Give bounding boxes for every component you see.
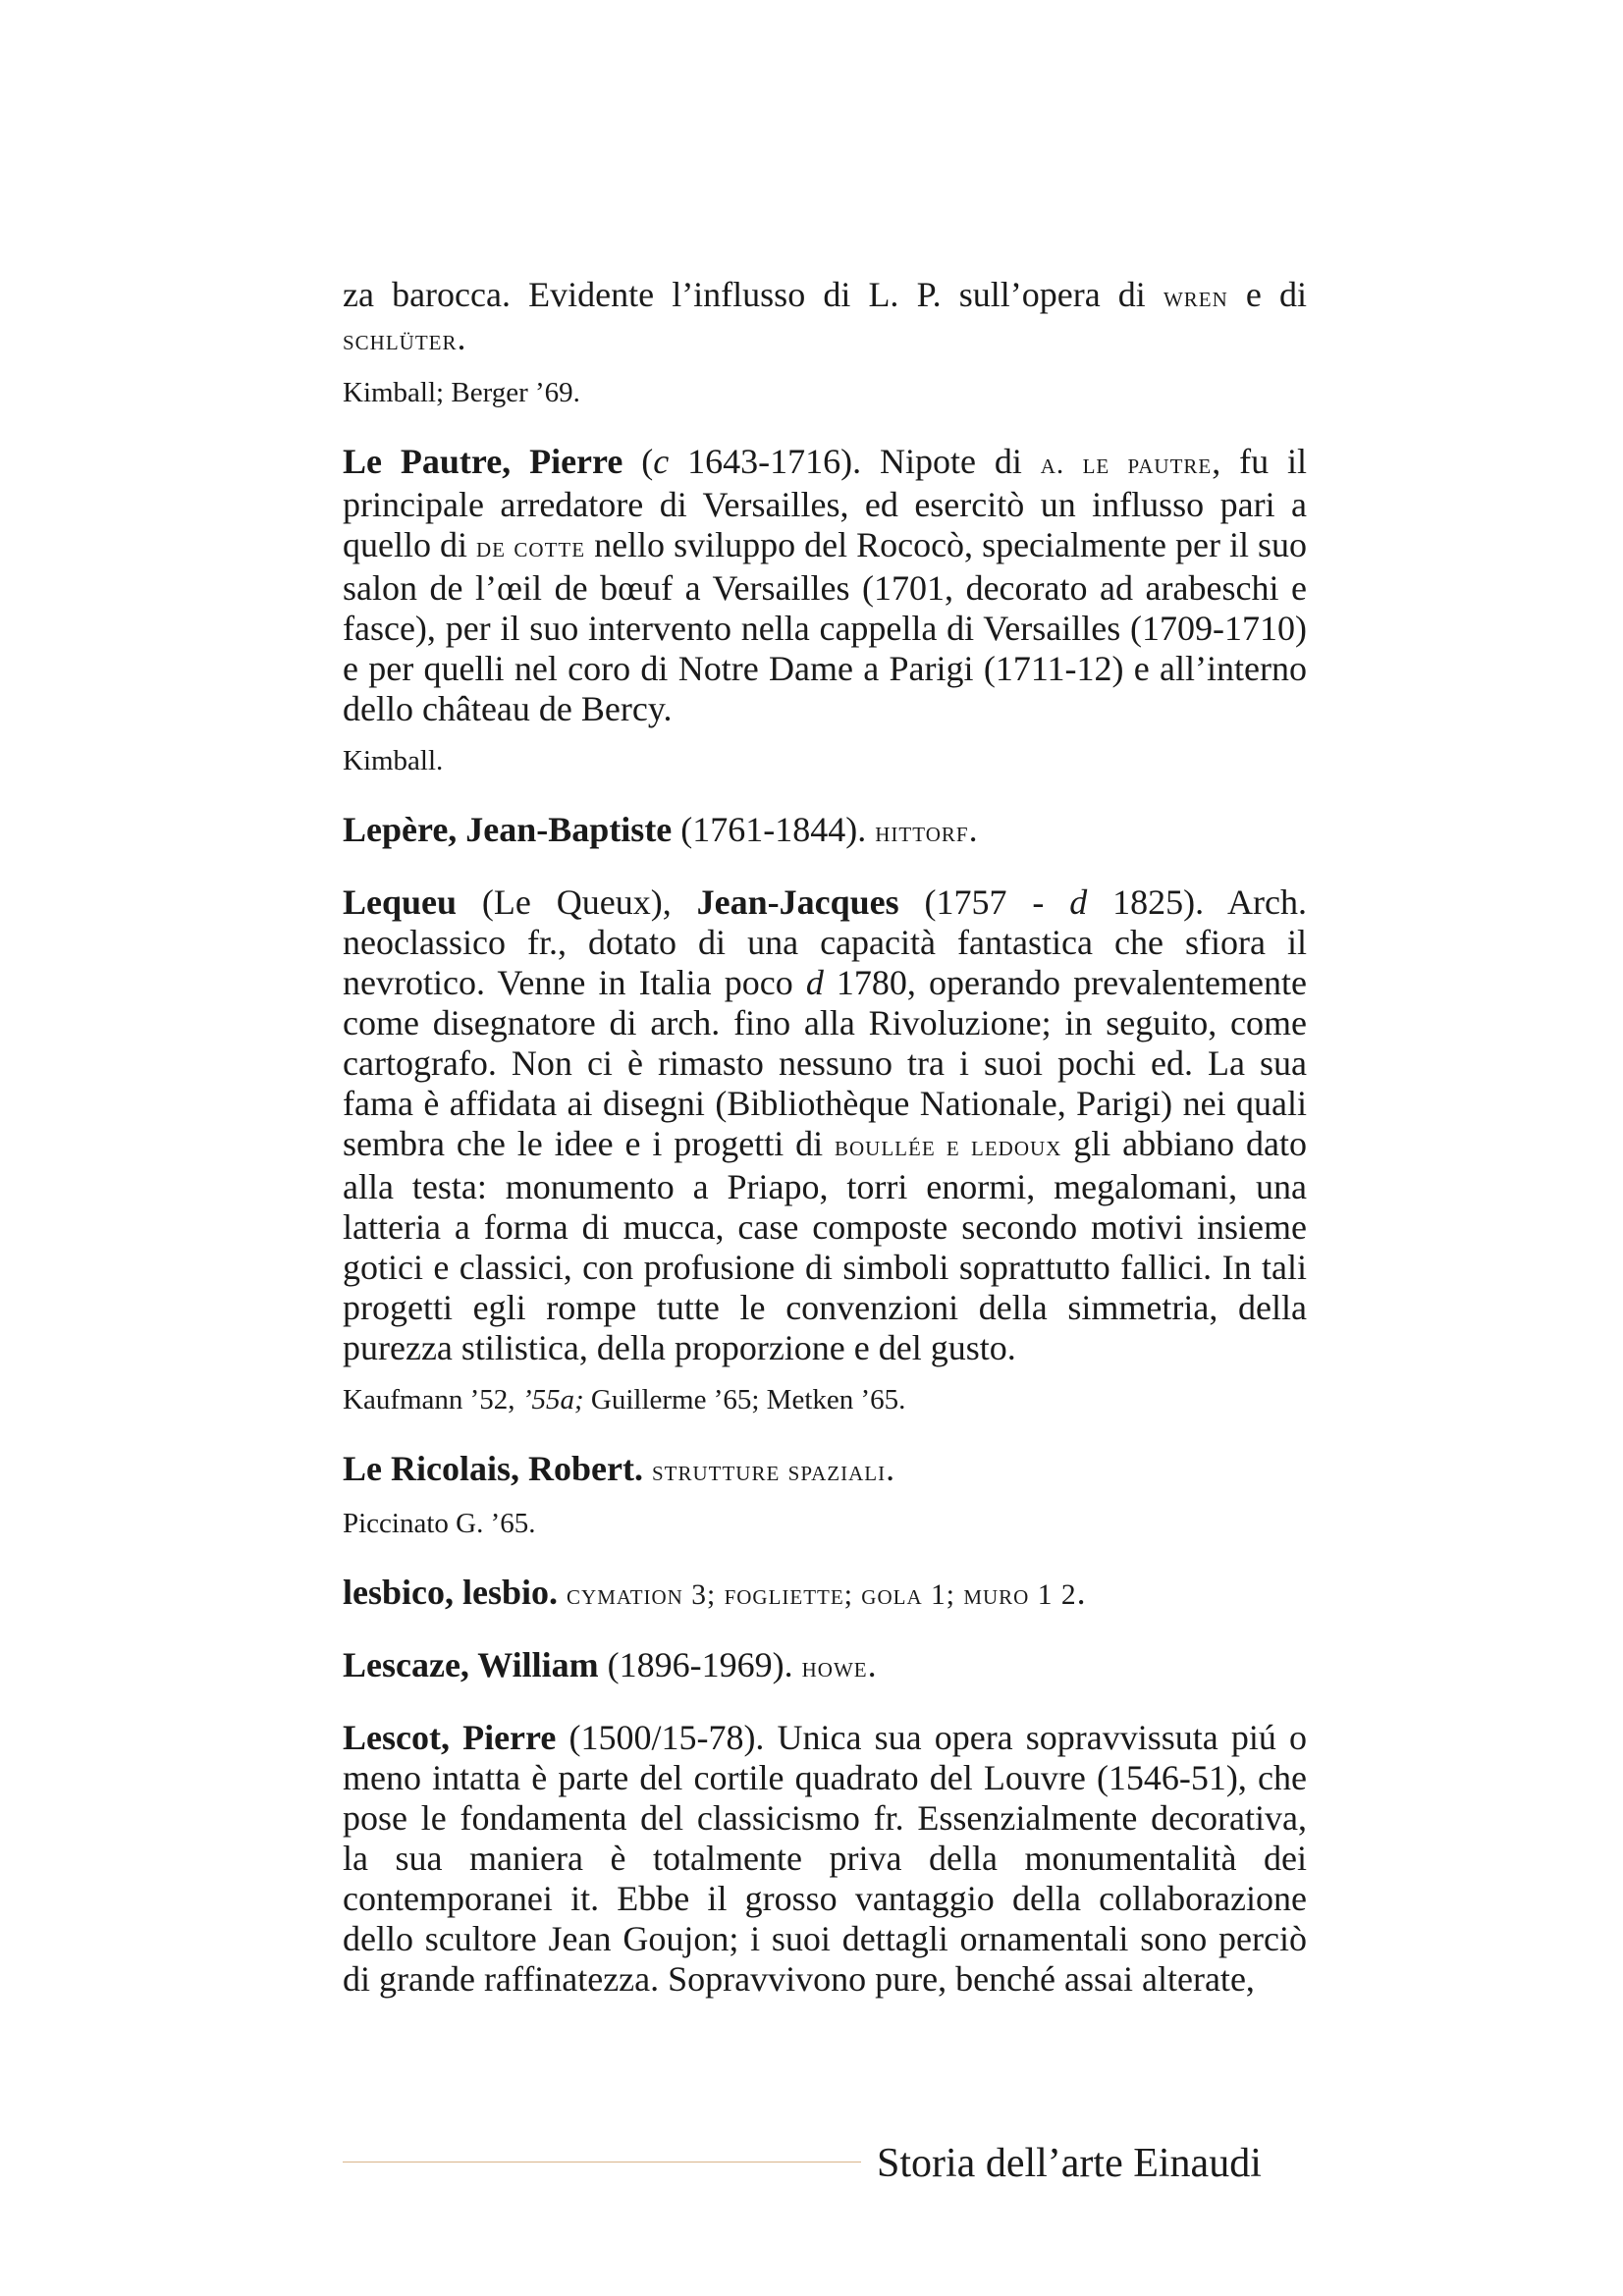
entry-text — [558, 1573, 567, 1612]
headword: Le Pautre, Pierre — [343, 442, 623, 481]
entry-le-ricolais — [343, 1449, 1307, 1492]
cross-reference: schlüter — [343, 325, 458, 356]
footer-publication-title: Storia dell’arte Einaudi — [877, 2141, 1262, 2186]
entry-text: . — [968, 810, 978, 849]
entry-text: d — [805, 963, 824, 1002]
entry-lepere — [343, 810, 1307, 853]
entry-text: (1896-1969). — [598, 1645, 802, 1684]
cross-reference: a. le pautre — [1040, 449, 1213, 480]
entry-lescot — [343, 1718, 1307, 2000]
entry-lequeu — [343, 882, 1307, 1368]
bibliography-text: Kaufmann ’52, — [343, 1384, 522, 1415]
entry-text: 1643-1716). Nipote di — [669, 442, 1041, 481]
footer-divider — [343, 2162, 861, 2163]
headword: lesbico, lesbio. — [343, 1573, 559, 1612]
entry-text: c — [653, 442, 670, 481]
entry-text: . — [886, 1449, 895, 1488]
bibliography — [343, 1382, 1307, 1417]
entry-text: e di — [1227, 275, 1307, 314]
entry-text: gli abbiano dato alla testa: monumento a Priapo, torri enormi, megalomani, una latteria a forma di mucca, case composte secondo motivi insieme gotici e classici, con profusione di simboli soprattutto fallici. In tali progetti egli rompe tutte le convenzioni della simmetria, della purezza stilistica, della proporzione e del gusto. — [343, 1124, 1307, 1367]
entry-text: (1757 - — [898, 882, 1070, 922]
entry-le-pautre-pierre — [343, 442, 1307, 729]
entry-text: 1825). Arch. neoclassico fr., dotato di una capacità fantastica che sfiora il nevrotico. Venne in Italia poco — [343, 882, 1308, 1002]
headword: Lescaze, William — [343, 1645, 599, 1684]
cross-reference: cymation 3; fogliette; gola 1; muro 1 2 — [567, 1579, 1077, 1611]
entry-text: za barocca. Evidente l’influsso di L. P. sull’opera di — [343, 275, 1163, 314]
entry-text: (1761-1844). — [672, 810, 876, 849]
entry-text — [643, 1449, 652, 1488]
cross-reference: boullée e ledoux — [835, 1131, 1062, 1162]
entry-text: (Le Queux), — [457, 882, 697, 922]
headword: Jean-Jacques — [696, 882, 899, 922]
bibliography-text: Guillerme ’65; Metken ’65. — [583, 1384, 906, 1415]
entry-text: d — [1069, 882, 1088, 922]
entry-text: ( — [622, 442, 654, 481]
entry-continuation — [343, 275, 1307, 361]
headword: Lequeu — [343, 882, 458, 922]
dictionary-page — [343, 275, 1307, 2005]
entry-text: (1500/15-78). Unica sua opera sopravvissuta piú o meno intatta è parte del cortile quadrato del Louvre (1546-51), che pose le fondamenta del classicismo fr. Essenzialmente decorativa, la sua maniera è totalmente priva della monumentalità dei contemporanei it. Ebbe il grosso vantaggio della collaborazione dello scultore Jean Goujon; i suoi dettagli ornamentali sono perciò di grande raffinatezza. Sopravvivono pure, benché assai alterate, — [343, 1718, 1307, 1999]
headword: Le Ricolais, Robert. — [343, 1449, 643, 1488]
entry-lescaze — [343, 1645, 1307, 1688]
bibliography: Piccinato G. ’65. — [343, 1508, 536, 1539]
cross-reference: de cotte — [476, 532, 586, 563]
headword: Lescot, Pierre — [343, 1718, 557, 1757]
entry-text: 1780, operando prevalentemente come disegnatore di arch. fino alla Rivoluzione; in seguito, come cartografo. Non ci è rimasto nessuno tra i suoi pochi ed. La sua fama è affidata ai disegni (Bibliothèque Nationale, Parigi) nei quali sembra che le idee e i progetti di — [343, 963, 1307, 1163]
headword: Lepère, Jean-Baptiste — [343, 810, 673, 849]
entry-text: . — [867, 1645, 877, 1684]
entry-text: nello sviluppo del Rococò, specialmente per il suo salon de l’œil de bœuf a Versailles (1701, decorato ad arabeschi e fasce), per il suo intervento nella cappella di Versailles (1709-1710) e per quelli nel coro di Notre Dame a Parigi (1711-12) e all’interno dello château de Bercy. — [343, 525, 1308, 728]
bibliography: Kimball. — [343, 745, 444, 776]
entry-text: , fu il principale arredatore di Versailles, ed esercitò un influsso pari a quello di — [343, 442, 1308, 564]
entry-text: . — [457, 318, 466, 357]
cross-reference: strutture spaziali — [651, 1456, 887, 1487]
bibliography: Kimball; Berger ’69. — [343, 377, 580, 408]
entry-text: . — [1076, 1573, 1086, 1612]
entry-lesbico — [343, 1573, 1307, 1616]
cross-reference: howe — [801, 1652, 868, 1683]
cross-reference: wren — [1163, 282, 1228, 313]
bibliography-text: ’55a; — [521, 1384, 584, 1415]
cross-reference: hittorf — [875, 817, 969, 848]
